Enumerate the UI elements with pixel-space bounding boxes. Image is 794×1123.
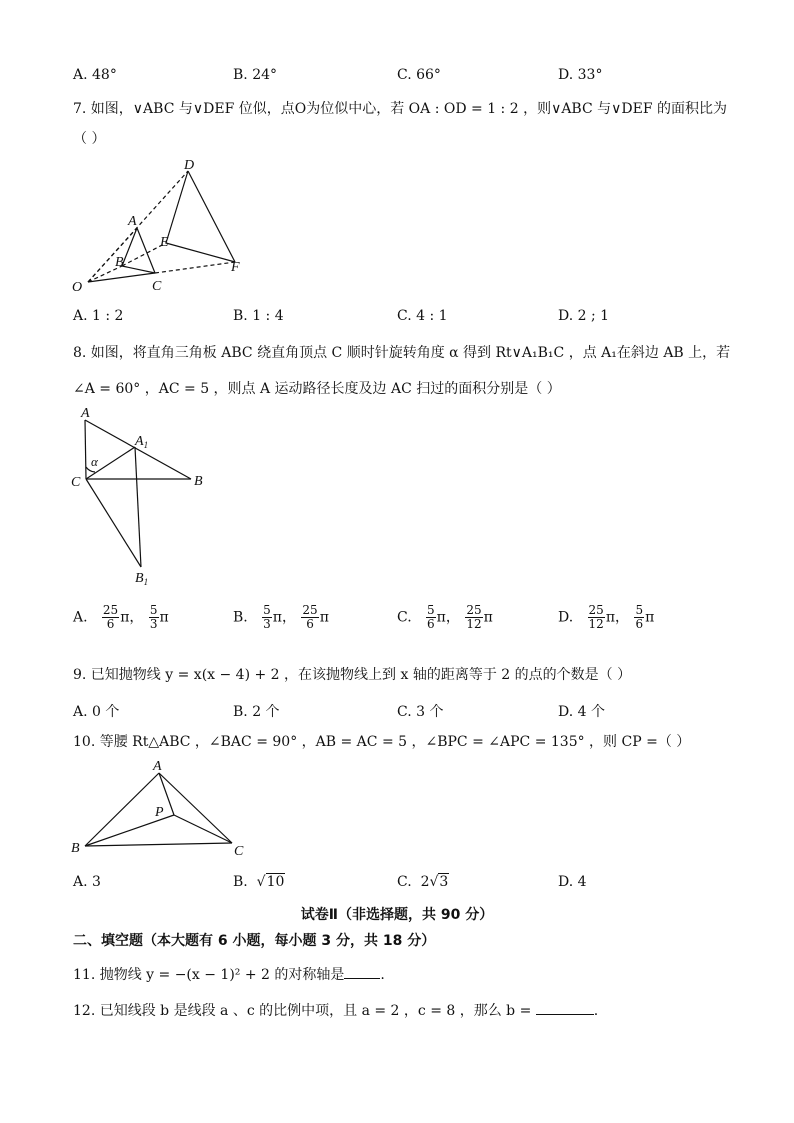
- q7-label-f: F: [231, 260, 240, 275]
- q8-option-c: C. $\frac{5}{6}$ π， $\frac{25}{12}$ π: [397, 603, 493, 631]
- q10-label-p: P: [155, 805, 164, 820]
- q7-paren: （ ）: [73, 131, 106, 147]
- q7-label-a: A: [128, 214, 137, 229]
- q9-option-c: C. 3 个: [397, 704, 444, 720]
- q7-label-d: D: [184, 158, 195, 173]
- q7-option-c: C. 4 : 1: [397, 308, 448, 324]
- q10-label-a: A: [153, 759, 162, 774]
- q7-label-o: O: [72, 280, 83, 295]
- q9-stem: 9. 已知抛物线 y = x(x − 4) + 2 ，在该抛物线上到 x 轴的距离等于 2 的点的个数是（ ）: [73, 667, 632, 683]
- q8-option-b: B. $\frac{5}{3}$ π， $\frac{25}{6}$ π: [233, 603, 329, 631]
- q7-figure: [60, 155, 260, 295]
- q7-label-c: C: [152, 279, 162, 294]
- q7-option-b: B. 1 : 4: [233, 308, 284, 324]
- q9-option-d: D. 4 个: [558, 704, 605, 720]
- q8-option-d: D. $\frac{25}{12}$ π， $\frac{5}{6}$ π: [558, 603, 655, 631]
- q12-stem: 12. 已知线段 b 是线段 a 、c 的比例中项，且 a = 2 ，c = 8 ，那么 b = .: [73, 1003, 599, 1019]
- q7-label-b: B: [115, 255, 124, 270]
- q7-stem: 7. 如图，∨ABC 与∨DEF 位似，点O为位似中心，若 OA : OD = 1 : 2 ，则∨ABC 与∨DEF 的面积比为: [73, 101, 727, 117]
- q8-figure: [65, 400, 225, 595]
- q10-option-d: D. 4: [558, 874, 587, 890]
- q6-option-a: A. 48°: [73, 67, 117, 83]
- q7-option-d: D. 2 ; 1: [558, 308, 610, 324]
- q11-answer-blank[interactable]: [344, 978, 380, 979]
- q8-label-a1: $A_1$: [135, 434, 149, 450]
- q9-option-a: A. 0 个: [73, 704, 120, 720]
- q10-figure: [60, 755, 260, 860]
- q8-stem-line2: ∠A = 60° ，AC = 5 ，则点 A 运动路径长度及边 AC 扫过的面积分别是（ ）: [73, 381, 561, 397]
- q9-option-b: B. 2 个: [233, 704, 280, 720]
- q7-label-e: E: [160, 235, 169, 250]
- q6-option-c: C. 66°: [397, 67, 441, 83]
- q7-option-a: A. 1 : 2: [73, 308, 124, 324]
- q10-option-b: B. √10: [233, 874, 285, 890]
- section-heading: 二、填空题（本大题有 6 小题，每小题 3 分，共 18 分）: [73, 933, 436, 949]
- section-title: 试卷Ⅱ（非选择题，共 90 分）: [300, 907, 494, 923]
- q6-option-b: B. 24°: [233, 67, 278, 83]
- q8-option-a: A. $\frac{25}{6}$ π， $\frac{5}{3}$ π: [73, 603, 169, 631]
- q8-label-b1: $B_1$: [135, 571, 149, 587]
- q8-label-a: A: [81, 406, 90, 421]
- q10-option-c: C. 2√3: [397, 874, 449, 890]
- q6-option-d: D. 33°: [558, 67, 603, 83]
- q8-label-alpha: α: [91, 454, 98, 469]
- q12-answer-blank[interactable]: [536, 1014, 594, 1015]
- q10-label-c: C: [234, 844, 244, 859]
- q8-stem-line1: 8. 如图，将直角三角板 ABC 绕直角顶点 C 顺时针旋转角度 α 得到 Rt∨A₁B₁C ，点 A₁在斜边 AB 上，若: [73, 345, 731, 361]
- q10-option-a: A. 3: [73, 874, 101, 890]
- q8-label-b: B: [194, 474, 203, 489]
- q10-stem: 10. 等腰 Rt△ABC ，∠BAC = 90° ，AB = AC = 5 ，∠BPC = ∠APC = 135° ，则 CP =（ ）: [73, 734, 691, 750]
- q8-label-c: C: [71, 475, 81, 490]
- q10-label-b: B: [71, 841, 80, 856]
- q11-stem: 11. 抛物线 y = −(x − 1)² + 2 的对称轴是 .: [73, 967, 385, 983]
